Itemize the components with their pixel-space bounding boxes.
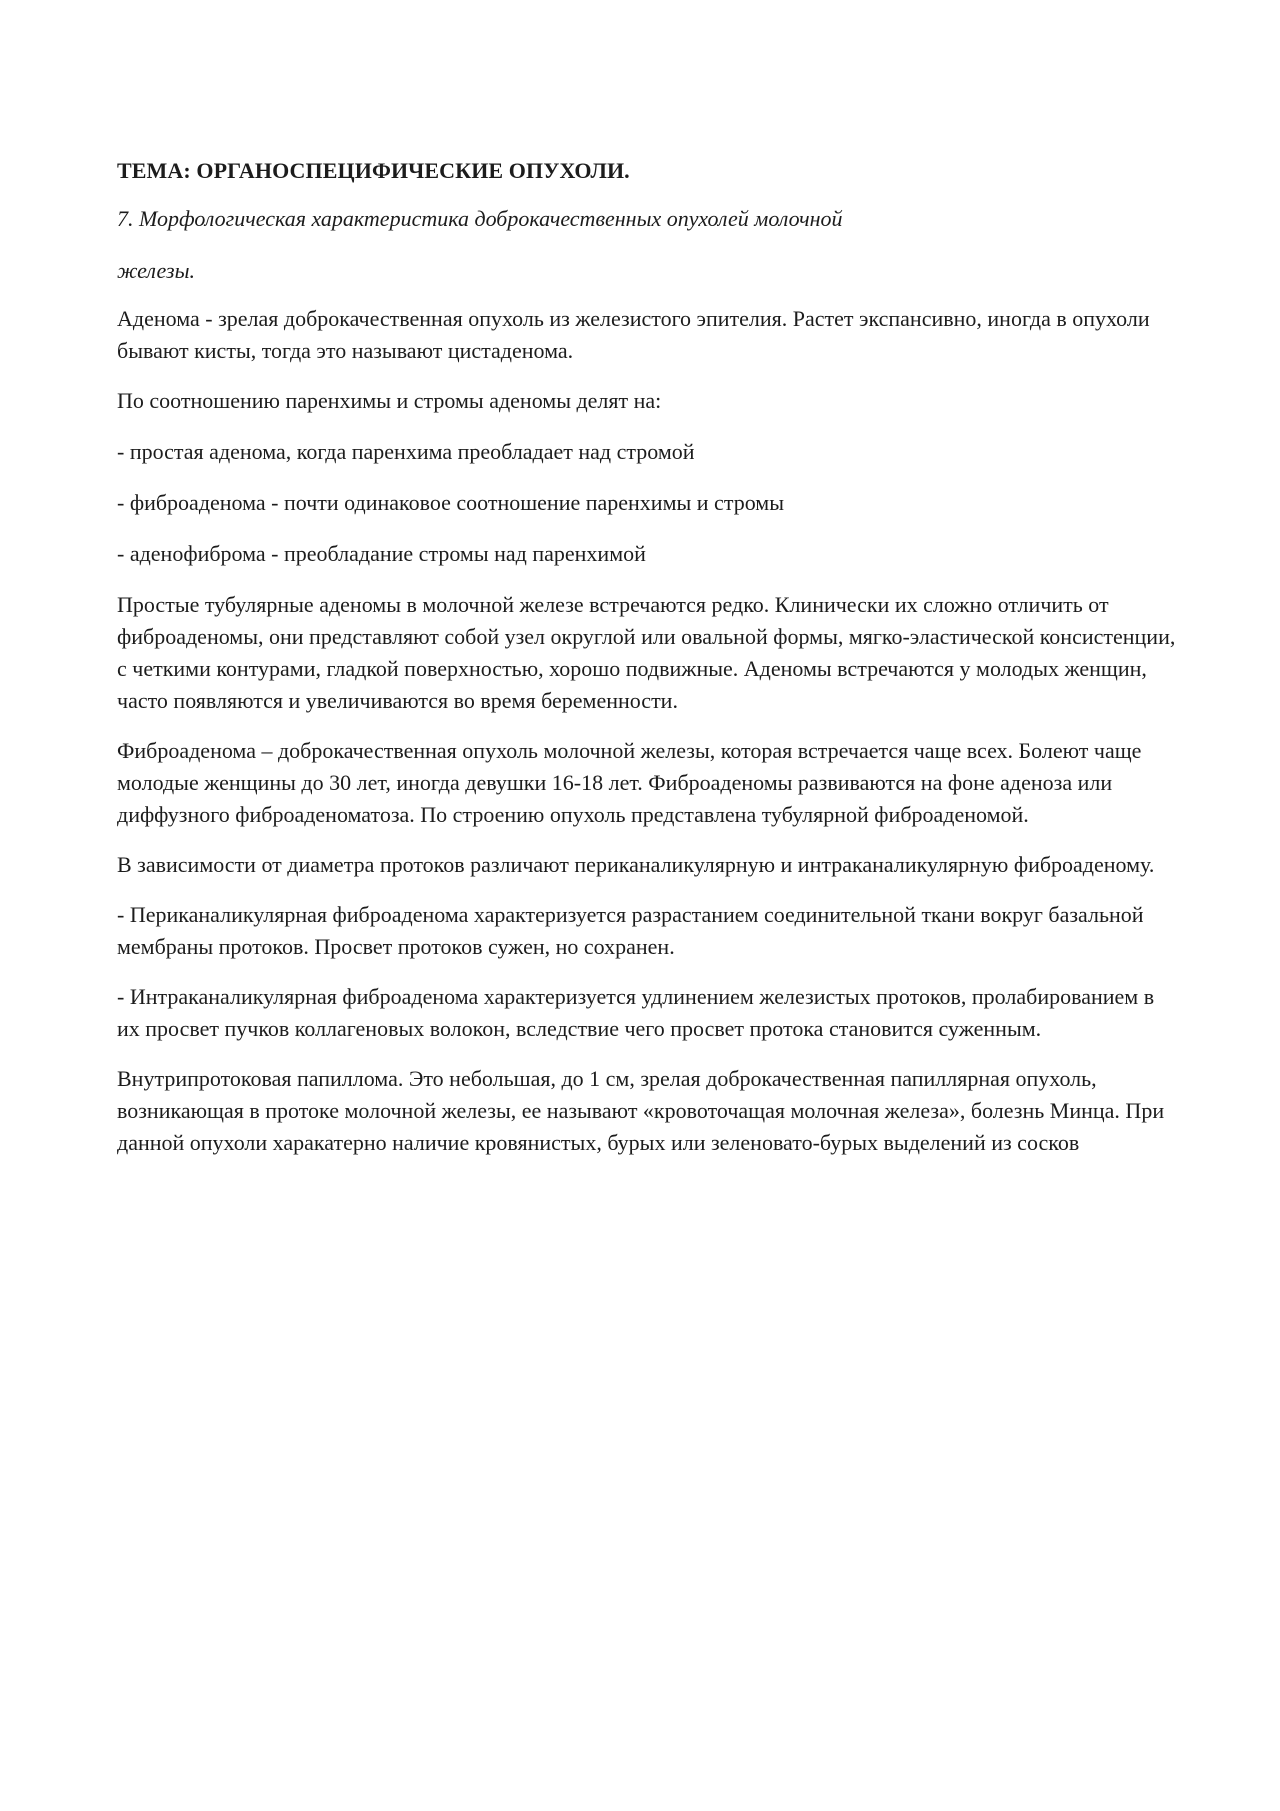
- list-item-fibroadenoma: - фиброаденома - почти одинаковое соотношение паренхимы и стромы: [117, 490, 784, 515]
- paragraph-tubular-adenomas: Простые тубулярные аденомы в молочной железе встречаются редко. Клинически их сложно отличить от фиброаденомы, они представляют собой узел округлой или овальной формы, мягко-эластической консистенции, с четкими контурами, гладкой поверхностью, хорошо подвижные. Аденомы встречаются у молодых женщин, часто появляются и увеличиваются во время беременности.: [117, 592, 1176, 713]
- paragraph-pericanalicular: - Периканаликулярная фиброаденома характеризуется разрастанием соединительной ткани вокруг базальной мембраны протоков. Просвет протоков сужен, но сохранен.: [117, 902, 1144, 959]
- question-heading-continuation: железы.: [117, 258, 195, 283]
- list-item-adenofibroma: - аденофиброма - преобладание стромы над паренхимой: [117, 541, 646, 566]
- paragraph-fibroadenoma: Фиброаденома – доброкачественная опухоль молочной железы, которая встречается чаще всех. Болеют чаще молодые женщины до 30 лет, иногда девушки 16-18 лет. Фиброаденомы развиваются на фоне аденоза или диффузного фиброаденоматоза. По строению опухоль представлена тубулярной фиброаденомой.: [117, 738, 1142, 827]
- paragraph-intraductal-papilloma: Внутрипротоковая папиллома. Это небольшая, до 1 см, зрелая доброкачественная папиллярная опухоль, возникающая в протоке молочной железы, ее называют «кровоточащая молочная железа», болезнь Минца. При данной опухоли харакатерно наличие кровянистых, бурых или зеленовато-бурых выделений из сосков: [117, 1066, 1165, 1155]
- paragraph-classification-intro: По соотношению паренхимы и стромы аденомы делят на:: [117, 388, 662, 413]
- document-page: [117, 155, 1177, 1177]
- document-title: ТЕМА: ОРГАНОСПЕЦИФИЧЕСКИЕ ОПУХОЛИ.: [117, 158, 630, 183]
- list-item-simple-adenoma: - простая аденома, когда паренхима преобладает над стромой: [117, 439, 695, 464]
- paragraph-fibroadenoma-types: В зависимости от диаметра протоков различают периканаликулярную и интраканаликулярную фиброаденому.: [117, 852, 1155, 877]
- paragraph-intracanalicular: - Интраканаликулярная фиброаденома характеризуется удлинением железистых протоков, пролабированием в их просвет пучков коллагеновых волокон, вследствие чего просвет протока становится суженным.: [117, 984, 1155, 1041]
- paragraph-adenoma-definition: Аденома - зрелая доброкачественная опухоль из железистого эпителия. Растет экспансивно, иногда в опухоли бывают кисты, тогда это называют цистаденома.: [117, 306, 1150, 363]
- question-heading: 7. Морфологическая характеристика доброкачественных опухолей молочной: [117, 206, 843, 231]
